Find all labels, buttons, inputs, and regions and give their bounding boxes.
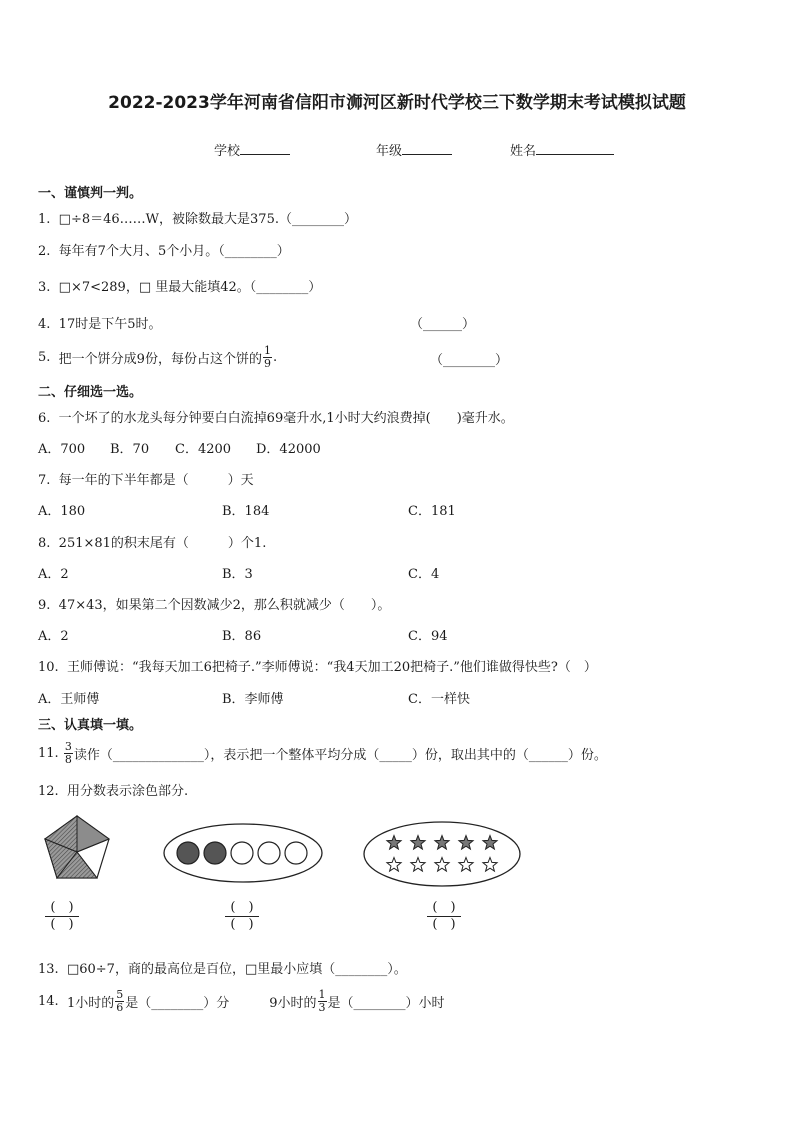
question-text: 每一年的下半年都是（ ）天 [58, 473, 254, 488]
question-text: 把一个饼分成9份，每份占这个饼的 [58, 351, 262, 367]
question-number: 11. [38, 745, 59, 761]
question-text: 是（________）分 [125, 995, 230, 1011]
q8-option-b[interactable]: B．3 [222, 567, 253, 582]
question-11 [38, 738, 607, 768]
question-10 [38, 656, 597, 675]
name-label: 姓名 [510, 144, 537, 159]
school-blank[interactable] [240, 140, 290, 155]
school-label: 学校 [214, 144, 241, 159]
q8-option-c[interactable]: C．4 [408, 567, 440, 582]
school-field [214, 140, 290, 159]
question-text: 王师傅说：“我每天加工6把椅子.”李师傅说：“我4天加工20把椅子.”他们谁做得快些?（ ） [66, 660, 597, 675]
question-5 [38, 342, 277, 372]
stars-figure [362, 820, 522, 888]
q10-option-b[interactable]: B．李师傅 [222, 692, 284, 707]
question-number: 4. [38, 317, 51, 332]
question-4-answer-blank[interactable]: （______） [410, 317, 476, 332]
answer-denominator[interactable]: ( ) [432, 917, 456, 932]
fraction-denominator: 3 [318, 1000, 326, 1014]
section-1-heading: 一、谨慎判一判。 [38, 186, 143, 201]
question-text: 251×81的积末尾有（ ）个1. [58, 536, 267, 551]
q6-option-c[interactable]: C．4200 [175, 442, 232, 457]
fraction-numerator: 1 [263, 343, 271, 357]
q10-option-a[interactable]: A．王师傅 [38, 692, 100, 707]
question-number: 2. [38, 244, 51, 259]
name-blank[interactable] [536, 140, 614, 155]
question-text: 47×43，如果第二个因数减少2，那么积就减少（ ）。 [58, 598, 391, 613]
question-8 [38, 532, 266, 551]
question-text: □60÷7，商的最高位是百位，□里最小应填（________）。 [66, 962, 407, 977]
fraction-numerator: 3 [64, 739, 72, 753]
fraction [263, 345, 272, 370]
question-number: 14. [38, 993, 59, 1009]
fraction-denominator: 8 [64, 752, 72, 766]
q9-option-b[interactable]: B．86 [222, 629, 262, 644]
question-text: 9小时的 [269, 995, 317, 1011]
section-2-heading: 二、仔细选一选。 [38, 385, 143, 400]
section-3-heading: 三、认真填一填。 [38, 718, 143, 733]
q6-option-d[interactable]: D．42000 [256, 442, 321, 457]
circle-icon [231, 842, 253, 864]
question-text: □÷8＝46……W，被除数最大是375.（________） [58, 212, 357, 227]
question-2 [38, 240, 290, 259]
question-text: 1小时的 [66, 995, 115, 1011]
q7-option-c[interactable]: C．181 [408, 504, 456, 519]
q7-option-a[interactable]: A．180 [38, 504, 86, 519]
question-number: 6. [38, 411, 51, 426]
q10-option-c[interactable]: C．一样快 [408, 692, 470, 707]
fraction [318, 989, 327, 1014]
answer-fraction-3[interactable] [424, 900, 464, 933]
question-number: 13. [38, 962, 59, 977]
answer-fraction-2[interactable] [222, 900, 262, 933]
grade-field [376, 140, 452, 159]
q9-option-a[interactable]: A．2 [38, 629, 69, 644]
circle-icon [258, 842, 280, 864]
question-text: 每年有7个大月、5个小月。（________） [58, 244, 290, 259]
question-5-answer-blank[interactable]: （________） [430, 353, 509, 368]
answer-numerator[interactable]: ( ) [230, 900, 254, 915]
question-number: 3. [38, 280, 51, 295]
question-3 [38, 276, 321, 295]
answer-denominator[interactable]: ( ) [230, 917, 254, 932]
grade-blank[interactable] [402, 140, 452, 155]
question-13 [38, 958, 407, 977]
question-number: 7. [38, 473, 51, 488]
q6-option-a[interactable]: A．700 [38, 442, 86, 457]
question-number: 12. [38, 784, 59, 799]
question-number: 1. [38, 212, 51, 227]
answer-denominator[interactable]: ( ) [50, 917, 74, 932]
q6-option-b[interactable]: B．70 [110, 442, 150, 457]
question-7 [38, 469, 254, 488]
question-number: 8. [38, 536, 51, 551]
answer-fraction-1[interactable] [42, 900, 82, 933]
question-1 [38, 208, 357, 227]
question-text: □×7<289，□ 里最大能填42。（________） [58, 280, 322, 295]
question-text: 17时是下午5时。 [58, 317, 162, 332]
question-number: 9. [38, 598, 51, 613]
circles-figure [162, 822, 324, 884]
question-text: 一个坏了的水龙头每分钟要白白流掉69毫升水,1小时大约浪费掉( )毫升水。 [58, 411, 514, 426]
circle-icon [204, 842, 226, 864]
question-14 [38, 984, 445, 1018]
question-12 [38, 780, 188, 799]
fraction-numerator: 1 [318, 987, 326, 1001]
answer-numerator[interactable]: ( ) [50, 900, 74, 915]
fraction-numerator: 5 [116, 987, 124, 1001]
question-text-end: . [272, 349, 278, 365]
q9-option-c[interactable]: C．94 [408, 629, 448, 644]
q7-option-b[interactable]: B．184 [222, 504, 270, 519]
question-6 [38, 407, 514, 426]
name-field [510, 140, 614, 159]
fraction-denominator: 9 [263, 356, 271, 370]
question-text: 是（________）小时 [327, 995, 445, 1011]
question-text: 读作（______________），表示把一个整体平均分成（_____）份，取出其中的（______）份。 [73, 747, 607, 763]
fraction-denominator: 6 [116, 1000, 124, 1014]
circle-icon [285, 842, 307, 864]
fraction [115, 989, 124, 1014]
answer-numerator[interactable]: ( ) [432, 900, 456, 915]
question-9 [38, 594, 390, 613]
grade-label: 年级 [376, 144, 403, 159]
pentagon-icon [40, 814, 114, 882]
question-4 [38, 313, 162, 332]
q8-option-a[interactable]: A．2 [38, 567, 69, 582]
fraction [64, 741, 73, 766]
question-number: 10. [38, 660, 59, 675]
question-text: 用分数表示涂色部分. [66, 784, 189, 799]
page-title: 2022-2023学年河南省信阳市浉河区新时代学校三下数学期末考试模拟试题 [108, 93, 686, 113]
circle-icon [177, 842, 199, 864]
question-number: 5. [38, 349, 51, 365]
